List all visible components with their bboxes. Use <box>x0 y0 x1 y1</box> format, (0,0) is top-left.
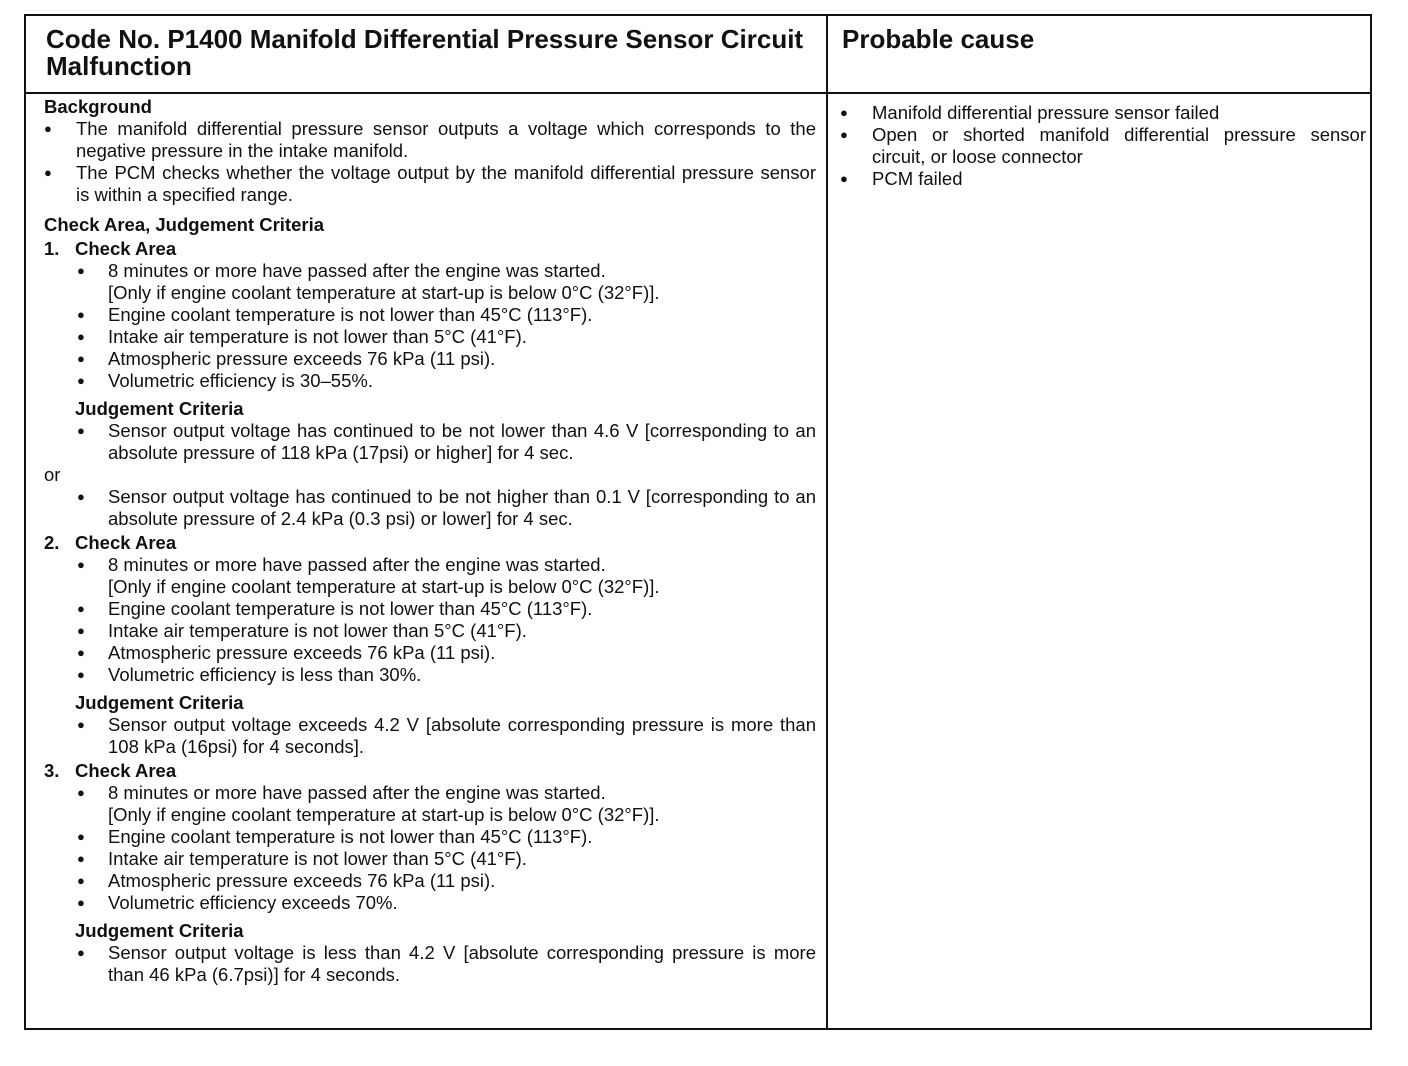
list-item: ● Volumetric efficiency exceeds 70%. <box>75 892 816 914</box>
check-area-label: Check Area <box>75 238 177 259</box>
probable-cause-column <box>840 102 1366 190</box>
diagnostic-table <box>24 14 1372 1030</box>
condition-note: [Only if engine coolant temperature at start-up is below 0°C (32°F)]. <box>108 282 660 303</box>
list-item: ● Volumetric efficiency is less than 30%. <box>75 664 816 686</box>
check-number: 1. <box>44 238 60 259</box>
condition-note: [Only if engine coolant temperature at start-up is below 0°C (32°F)]. <box>108 576 660 597</box>
background-list <box>44 118 816 206</box>
check-heading: Check Area, Judgement Criteria <box>44 214 324 235</box>
judgement-criteria-list <box>75 942 816 986</box>
list-item: ● Atmospheric pressure exceeds 76 kPa (11 psi). <box>75 642 816 664</box>
list-item: ● Atmospheric pressure exceeds 76 kPa (11 psi). <box>75 348 816 370</box>
check-number: 2. <box>44 532 60 553</box>
check-area-list <box>75 782 816 914</box>
check-area-label: Check Area <box>75 760 177 781</box>
list-item <box>75 260 816 304</box>
list-item <box>75 554 816 598</box>
judgement-criteria-list-alt <box>75 486 816 530</box>
list-item: ● Engine coolant temperature is not lower than 45°C (113°F). <box>75 826 816 848</box>
check-3 <box>44 760 816 986</box>
list-item: ● Sensor output voltage has continued to be not lower than 4.6 V [corresponding to an absolute pressure of 118 kPa (17psi) or higher] for 4 sec. <box>75 420 816 464</box>
list-item: ● Manifold differential pressure sensor failed <box>840 102 1366 124</box>
background-heading: Background <box>44 96 152 117</box>
header-divider <box>26 92 1370 94</box>
list-item: ● PCM failed <box>840 168 1366 190</box>
list-item: ● The PCM checks whether the voltage output by the manifold differential pressure sensor is within a specified range. <box>44 162 816 206</box>
page-title: Code No. P1400 Manifold Differential Pressure Sensor Circuit Malfunction <box>46 24 804 81</box>
check-area-label: Check Area <box>75 532 177 553</box>
check-2 <box>44 532 816 758</box>
list-item: ● The manifold differential pressure sensor outputs a voltage which corresponds to the negative pressure in the intake manifold. <box>44 118 816 162</box>
list-item: ● Intake air temperature is not lower than 5°C (41°F). <box>75 848 816 870</box>
list-item: ● Atmospheric pressure exceeds 76 kPa (11 psi). <box>75 870 816 892</box>
list-item: ● Volumetric efficiency is 30–55%. <box>75 370 816 392</box>
judgement-criteria-list <box>75 714 816 758</box>
check-1 <box>44 238 816 530</box>
judgement-criteria-label: Judgement Criteria <box>75 692 244 713</box>
list-item <box>75 782 816 826</box>
list-item: ● Intake air temperature is not lower than 5°C (41°F). <box>75 620 816 642</box>
check-area-list <box>75 554 816 686</box>
list-item: ● Sensor output voltage has continued to be not higher than 0.1 V [corresponding to an absolute pressure of 2.4 kPa (0.3 psi) or lower] for 4 sec. <box>75 486 816 530</box>
list-item: ● Engine coolant temperature is not lower than 45°C (113°F). <box>75 304 816 326</box>
check-area-list <box>75 260 816 392</box>
judgement-criteria-list <box>75 420 816 464</box>
condition-text: ● 8 minutes or more have passed after the engine was started. <box>108 554 606 575</box>
condition-text: ● 8 minutes or more have passed after the engine was started. <box>108 260 606 281</box>
list-item: ● Engine coolant temperature is not lower than 45°C (113°F). <box>75 598 816 620</box>
condition-text: ● 8 minutes or more have passed after the engine was started. <box>108 782 606 803</box>
or-label: or <box>44 464 61 485</box>
left-column <box>44 96 816 986</box>
list-item: ● Intake air temperature is not lower than 5°C (41°F). <box>75 326 816 348</box>
condition-note: [Only if engine coolant temperature at start-up is below 0°C (32°F)]. <box>108 804 660 825</box>
list-item: ● Open or shorted manifold differential pressure sensor circuit, or loose connector <box>840 124 1366 168</box>
probable-cause-list <box>840 102 1366 190</box>
column-divider <box>826 16 828 1028</box>
check-number: 3. <box>44 760 60 781</box>
list-item: ● Sensor output voltage exceeds 4.2 V [absolute corresponding pressure is more than 108 kPa (16psi) for 4 seconds]. <box>75 714 816 758</box>
list-item: ● Sensor output voltage is less than 4.2 V [absolute corresponding pressure is more than 46 kPa (6.7psi)] for 4 seconds. <box>75 942 816 986</box>
judgement-criteria-label: Judgement Criteria <box>75 398 244 419</box>
judgement-criteria-label: Judgement Criteria <box>75 920 244 941</box>
probable-cause-title: Probable cause <box>842 24 1035 54</box>
